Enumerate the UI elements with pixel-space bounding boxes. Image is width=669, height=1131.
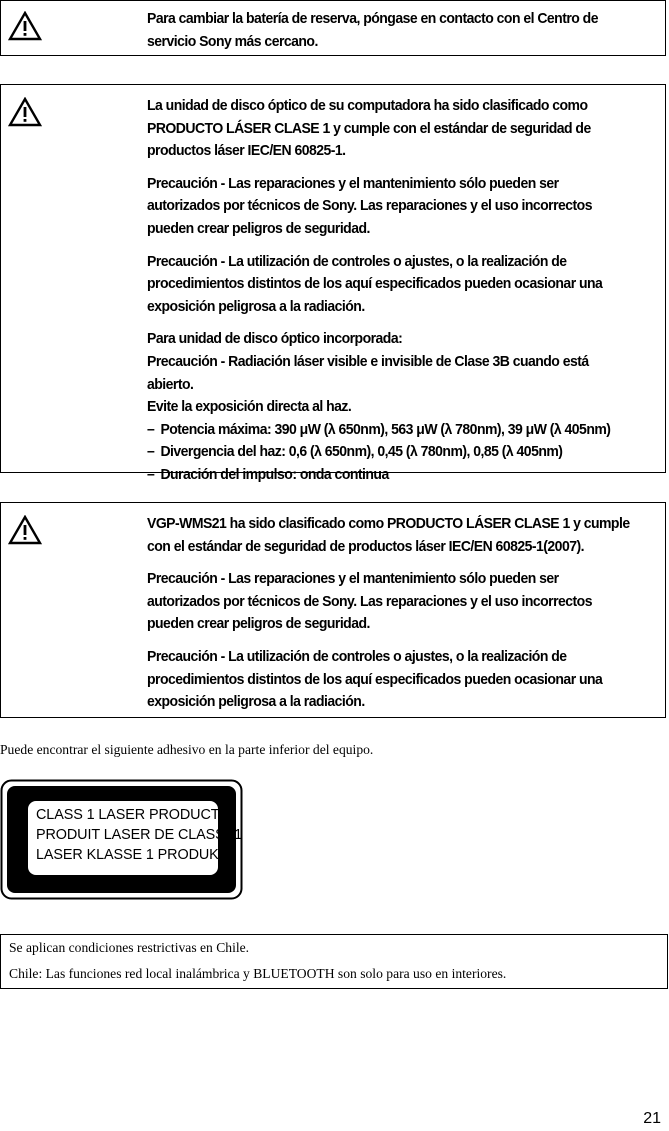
sticker-intro-text: Puede encontrar el siguiente adhesivo en la parte inferior del equipo.: [0, 742, 374, 757]
warning-line: Para cambiar la batería de reserva, póngase en contacto con el Centro de: [147, 11, 598, 27]
backup-battery-warning-text: [147, 8, 635, 53]
chile-indoor-use-line: Chile: Las funciones red local inalámbrica y BLUETOOTH son solo para uso en interiores.: [9, 966, 507, 981]
warning-triangle-icon: [8, 11, 42, 41]
sticker-line: LASER KLASSE 1 PRODUKT: [36, 847, 228, 863]
backup-battery-warning-box: [0, 0, 666, 56]
page-number: 21: [643, 1110, 661, 1127]
list-item: – Duración del impulso: onda continua: [147, 466, 389, 483]
warning-triangle-icon: [8, 97, 42, 127]
repair-caution-paragraph: Precaución - Las reparaciones y el mantenimiento sólo pueden ser autorizados por técnicos de Sony. Las reparaciones y el uso incorrectos pueden crear peligros de seguridad.: [147, 175, 592, 237]
controls-caution-paragraph: Precaución - La utilización de controles o ajustes, o la realización de procedimientos distintos de los aquí especificados pueden ocasionar una exposición peligrosa a la radiación.: [147, 648, 603, 711]
built-in-drive-paragraph: [147, 328, 635, 418]
vgp-wms21-laser-warning-box: [0, 502, 666, 718]
optical-drive-laser-warning-text: [147, 95, 635, 487]
chile-restrictions-line: Se aplican condiciones restrictivas en Chile.: [9, 940, 250, 955]
built-in-drive-heading: Para unidad de disco óptico incorporada:: [147, 331, 403, 348]
radiation-caution-line: Precaución - Radiación láser visible e invisible de Clase 3B cuando está abierto.: [147, 353, 589, 393]
controls-caution-paragraph: Precaución - La utilización de controles o ajustes, o la realización de procedimientos distintos de los aquí especificados pueden ocasionar una exposición peligrosa a la radiación.: [147, 253, 603, 315]
sticker-line: PRODUIT LASER DE CLASSE1: [36, 827, 243, 843]
warning-line: servicio Sony más cercano.: [147, 33, 318, 50]
avoid-exposure-line: Evite la exposición directa al haz.: [147, 399, 352, 416]
chile-restrictions-box: [0, 934, 668, 989]
list-item: – Potencia máxima: 390 μW (λ 650nm), 563 μW (λ 780nm), 39 μW (λ 405nm): [147, 421, 611, 438]
sticker-line: CLASS 1 LASER PRODUCT: [36, 807, 220, 823]
list-item: – Divergencia del haz: 0,6 (λ 650nm), 0,45 (λ 780nm), 0,85 (λ 405nm): [147, 444, 563, 461]
optical-drive-laser-warning-box: [0, 84, 666, 483]
laser-class-paragraph: La unidad de disco óptico de su computadora ha sido clasificado como PRODUCTO LÁSER CLASE 1 y cumple con el estándar de seguridad de productos láser IEC/EN 60825-1.: [147, 98, 591, 160]
laser-class-paragraph: VGP-WMS21 ha sido clasificado como PRODUCTO LÁSER CLASE 1 y cumple con el estándar de seguridad de productos láser IEC/EN 60825-1(2007).: [147, 516, 630, 555]
warning-triangle-icon: [8, 515, 42, 545]
repair-caution-paragraph: Precaución - Las reparaciones y el mantenimiento sólo pueden ser autorizados por técnicos de Sony. Las reparaciones y el uso incorrectos pueden crear peligros de seguridad.: [147, 571, 592, 633]
sticker-text: [36, 805, 242, 865]
vgp-wms21-laser-warning-text: [147, 513, 635, 714]
